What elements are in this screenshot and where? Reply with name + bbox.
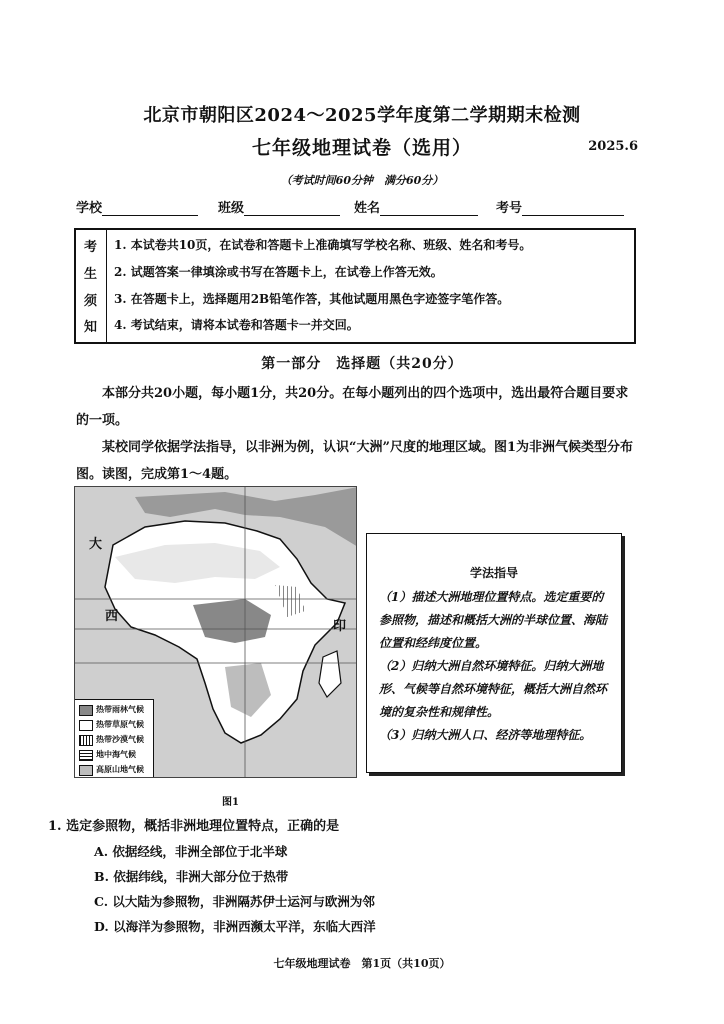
map-legend xyxy=(75,699,154,778)
option-c[interactable]: C. 以大陆为参照物，非洲隔苏伊士运河与欧洲为邻 xyxy=(94,894,375,909)
notice-side-char: 知 xyxy=(84,320,98,335)
exam-number-field[interactable] xyxy=(496,197,624,216)
question-stem: 1. 选定参照物，概括非洲地理位置特点，正确的是 xyxy=(48,819,340,834)
exam-note: （考试时间60分钟 满分60分） xyxy=(280,174,444,187)
page-footer: 七年级地理试卷 第1页（共10页） xyxy=(273,957,451,970)
option-a[interactable]: A. 依据经线，非洲全部位于北半球 xyxy=(94,844,288,859)
class-blank[interactable] xyxy=(244,201,340,216)
legend-item: 地中海气候 xyxy=(79,749,136,761)
guide-item: （1）描述大洲地理位置特点。选定重要的参照物，描述和概括大洲的半球位置、海陆位置和经纬度位置。 xyxy=(379,590,608,650)
legend-swatch xyxy=(79,705,93,716)
name-blank[interactable] xyxy=(380,201,478,216)
guide-title: 学法指导 xyxy=(469,566,518,580)
student-info-fields xyxy=(76,197,636,217)
class-field[interactable] xyxy=(218,197,340,216)
notice-item: 1. 本试卷共10页，在试卷和答题卡上准确填写学校名称、班级、姓名和考号。 xyxy=(114,238,532,252)
option-b[interactable]: B. 依据纬线，非洲大部分位于热带 xyxy=(94,869,289,884)
notice-item: 2. 试题答案一律填涂或书写在答题卡上，在试卷上作答无效。 xyxy=(114,265,443,279)
guide-item: （3）归纳大洲人口、经济等地理特征。 xyxy=(379,728,592,742)
section-intro: 本部分共20小题，每小题1分，共20分。在每小题列出的四个选项中，选出最符合题目要求的一项。 xyxy=(76,386,629,428)
school-field[interactable] xyxy=(76,197,198,216)
notice-item: 3. 在答题卡上，选择题用2B铅笔作答，其他试题用黑色字迹签字笔作答。 xyxy=(114,292,510,306)
africa-climate-map xyxy=(74,486,357,778)
map-label-west: 西 xyxy=(105,609,119,624)
legend-swatch xyxy=(79,750,93,761)
notice-side-label xyxy=(76,230,107,342)
legend-item: 热带雨林气候 xyxy=(79,704,144,716)
name-field[interactable] xyxy=(354,197,478,216)
legend-item: 热带草原气候 xyxy=(79,719,144,731)
school-blank[interactable] xyxy=(102,201,198,216)
exam-date: 2025.6 xyxy=(588,139,638,154)
guide-item: （2）归纳大洲自然环境特征。归纳大洲地形、气候等自然环境特征，概括大洲自然环境的复杂性和规律性。 xyxy=(379,659,608,719)
guide-content xyxy=(379,586,611,747)
candidate-notice-box xyxy=(74,228,636,344)
option-d[interactable]: D. 以海洋为参照物，非洲西濒太平洋，东临大西洋 xyxy=(94,919,376,934)
exam-title: 北京市朝阳区2024～2025学年度第二学期期末检测 xyxy=(143,105,581,126)
legend-swatch xyxy=(79,720,93,731)
study-guide-box xyxy=(366,533,622,773)
figure-caption: 图1 xyxy=(222,797,239,808)
notice-side-char: 考 xyxy=(84,240,98,255)
exam-number-label: 考号 xyxy=(496,201,523,216)
name-label: 姓名 xyxy=(354,201,381,216)
map-label-indian: 印 xyxy=(333,619,347,634)
exam-subtitle: 七年级地理试卷（选用） xyxy=(251,137,472,159)
section-title: 第一部分 选择题（共20分） xyxy=(261,356,463,372)
map-label-atlantic: 大 xyxy=(89,537,103,552)
legend-swatch xyxy=(79,765,93,776)
legend-swatch xyxy=(79,735,93,746)
exam-number-blank[interactable] xyxy=(522,201,624,216)
class-label: 班级 xyxy=(218,201,245,216)
legend-item: 高原山地气候 xyxy=(79,764,144,776)
notice-side-char: 须 xyxy=(84,294,98,309)
notice-side-char: 生 xyxy=(84,267,98,282)
legend-item: 热带沙漠气候 xyxy=(79,734,144,746)
notice-item: 4. 考试结束，请将本试卷和答题卡一并交回。 xyxy=(114,318,359,332)
school-label: 学校 xyxy=(76,201,103,216)
question-context: 某校同学依据学法指导，以非洲为例，认识“大洲”尺度的地理区域。图1为非洲气候类型分布图。读图，完成第1～4题。 xyxy=(76,440,634,482)
